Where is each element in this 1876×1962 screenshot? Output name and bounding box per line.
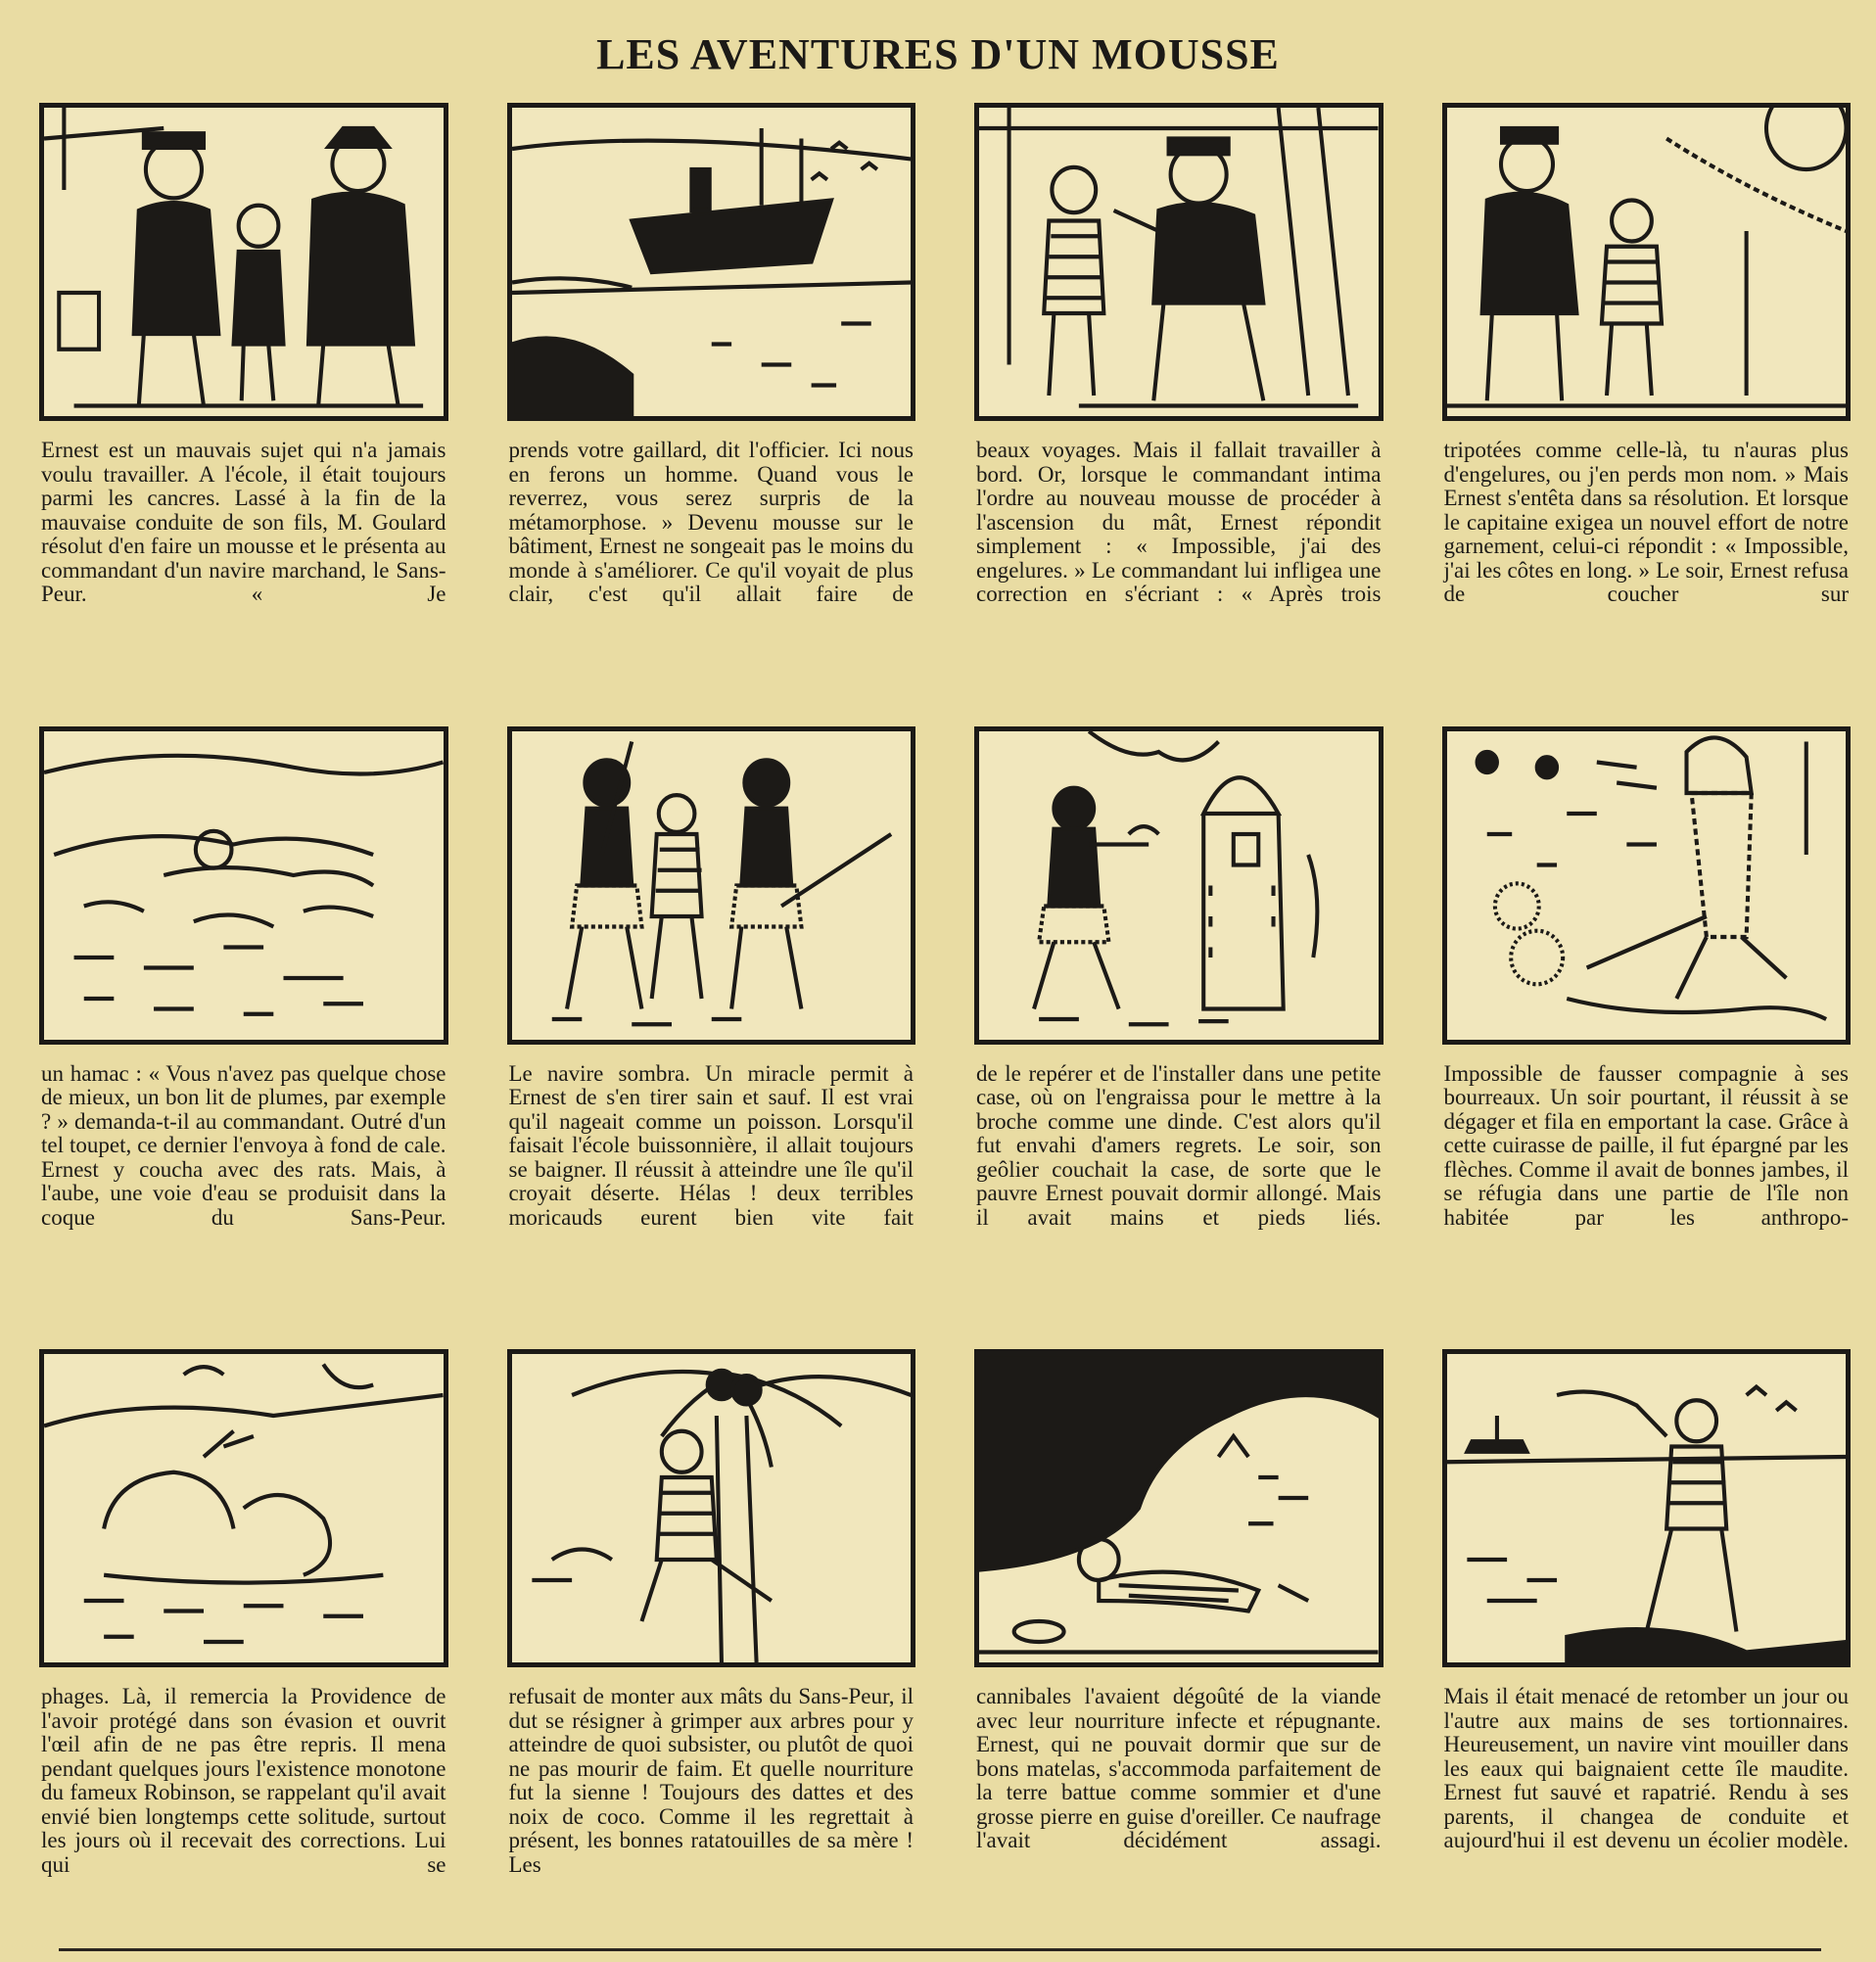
- comic-cell-6: [507, 726, 916, 1311]
- panel-caption-11: cannibales l'avaient dégoûté de la viande avec leur nourriture infecte et répugnante. Ernest, qui ne pouvait dormir que sur de bons matelas, s'accommoda parfaitement de la terre battue comme sommier et d'une grosse pierre en guise d'oreiller. Ce naufrage l'avait décidément assagi.: [976, 1685, 1382, 1853]
- comic-cell-12: [1442, 1349, 1852, 1934]
- panel-caption-1: Ernest est un mauvais sujet qui n'a jamais voulu travailler. A l'école, il était toujours parmi les cancres. Lassé à la fin de la mauvaise conduite de son fils, M. Goulard résolut d'en faire un mousse et le présenta au commandant d'un navire marchand, le Sans-Peur. « Je: [41, 439, 446, 606]
- panel-caption-7: de le repérer et de l'installer dans une petite case, où on l'engraissa pour le mettre à la broche comme une dinde. C'est alors qu'il fut envahi d'amers regrets. Le soir, son geôlier couchait la case, de sorte que le pauvre Ernest pouvait dormir allongé. Mais il avait mains et pieds liés.: [976, 1061, 1382, 1230]
- panel-illustration-9: [39, 1349, 448, 1667]
- boy-climbing-palm-icon: [512, 1354, 912, 1662]
- comic-cell-5: [39, 726, 448, 1311]
- boy-resting-beach-icon: [44, 1354, 444, 1662]
- comic-grid: [39, 103, 1851, 1934]
- comic-cell-10: [507, 1349, 916, 1934]
- panel-caption-10: refusait de monter aux mâts du Sans-Peur, il dut se résigner à grimper aux arbres pour y atteindre de quoi subsister, ou plutôt de quoi ne pas mourir de faim. Et quelle nourriture fut la sienne ! Toujours des dattes et des noix de coco. Comme il les regrettait à présent, les bonnes ratatouilles de sa mère ! Les: [508, 1685, 914, 1877]
- captain-father-boy-icon: [44, 108, 444, 416]
- comic-cell-8: [1442, 726, 1852, 1311]
- panel-caption-2: prends votre gaillard, dit l'officier. Ici nous en ferons un homme. Quand vous le reverrez, vous serez surpris de la métamorphose. » Devenu mousse sur le bâtiment, Ernest ne songeait pas le moins du monde à s'améliorer. Ce qu'il voyait de plus clair, c'est qu'il allait faire de: [508, 439, 914, 606]
- comic-cell-2: [507, 103, 916, 687]
- comic-cell-9: [39, 1349, 448, 1934]
- steamship-icon: [512, 108, 912, 416]
- comic-cell-4: [1442, 103, 1852, 687]
- comic-cell-11: [974, 1349, 1384, 1934]
- boy-running-hut-icon: [1447, 731, 1847, 1040]
- captain-scolding-icon: [979, 108, 1379, 416]
- panel-illustration-1: [39, 103, 448, 421]
- bottom-divider: [59, 1948, 1821, 1951]
- panel-illustration-4: [1442, 103, 1852, 421]
- page-title: LES AVENTURES D'UN MOUSSE: [596, 30, 1280, 78]
- captain-hammock-icon: [1447, 108, 1847, 416]
- panel-illustration-7: [974, 726, 1384, 1045]
- panel-caption-3: beaux voyages. Mais il fallait travailler à bord. Or, lorsque le commandant intima l'ordre au nouveau mousse de procéder à l'ascension du mât, Ernest répondit simplement : « Impossible, j'ai des engelures. » Le commandant lui infligea une correction en s'écriant : « Après trois: [976, 439, 1382, 606]
- panel-illustration-11: [974, 1349, 1384, 1667]
- boy-swimming-icon: [44, 731, 444, 1040]
- boy-sleeping-cave-icon: [979, 1354, 1379, 1662]
- panel-illustration-3: [974, 103, 1384, 421]
- panel-illustration-8: [1442, 726, 1852, 1045]
- panel-caption-12: Mais il était menacé de retomber un jour ou l'autre aux mains de ses tortionnaires. Heureusement, un navire vint mouiller dans les eaux qui baignaient cette île maudite. Ernest fut sauvé et rapatrié. Rendu à ses parents, il changea de conduite et aujourd'hui il est devenu un écolier modèle.: [1443, 1685, 1849, 1853]
- boy-in-hut-icon: [979, 731, 1379, 1040]
- panel-illustration-2: [507, 103, 916, 421]
- panel-illustration-5: [39, 726, 448, 1045]
- panel-illustration-6: [507, 726, 916, 1045]
- comic-cell-3: [974, 103, 1384, 687]
- panel-caption-5: un hamac : « Vous n'avez pas quelque chose de mieux, un bon lit de plumes, par exemple ? » demanda-t-il au commandant. Outré d'un tel toupet, ce dernier l'envoya à fond de cale. Ernest y coucha avec des rats. Mais, à l'aube, une voie d'eau se produisit dans la coque du Sans-Peur.: [41, 1061, 446, 1230]
- comic-cell-1: [39, 103, 448, 687]
- panel-illustration-12: [1442, 1349, 1852, 1667]
- panel-caption-8: Impossible de fausser compagnie à ses bourreaux. Un soir pourtant, il réussit à se dégager et fila en emportant la case. Grâce à cette cuirasse de paille, il fut épargné par les flèches. Comme il avait de bonnes jambes, il se réfugia dans une partie de l'île non habitée par les anthropo-: [1443, 1061, 1849, 1230]
- panel-caption-9: phages. Là, il remercia la Providence de l'avoir protégé dans son évasion et ouvrit l'œil afin de ne pas être repris. Il mena pendant quelques jours l'existence monotone du fameux Robinson, se rappelant qu'il avait envié bien longtemps cette solitude, surtout les jours où il recevait des corrections. Lui qui se: [41, 1685, 446, 1877]
- panel-illustration-10: [507, 1349, 916, 1667]
- panel-caption-4: tripotées comme celle-là, tu n'auras plus d'engelures, ou j'en perds mon nom. » Mais Ernest s'entêta dans sa résolution. Et lorsque le capitaine exigea un nouvel effort de notre garnement, celui-ci répondit : « Impossible, j'ai les côtes en long. » Le soir, Ernest refusa de coucher sur: [1443, 439, 1849, 606]
- panel-caption-6: Le navire sombra. Un miracle permit à Ernest de s'en tirer sain et sauf. Il est vrai qu'il nageait comme un poisson. Lorsqu'il faisait l'école buissonnière, il allait toujours se baigner. Il réussit à atteindre une île qu'il croyait déserte. Hélas ! deux terribles moricauds eurent bien vite fait: [508, 1061, 914, 1230]
- comic-cell-7: [974, 726, 1384, 1311]
- boy-captured-icon: [512, 731, 912, 1040]
- boy-waving-ship-icon: [1447, 1354, 1847, 1662]
